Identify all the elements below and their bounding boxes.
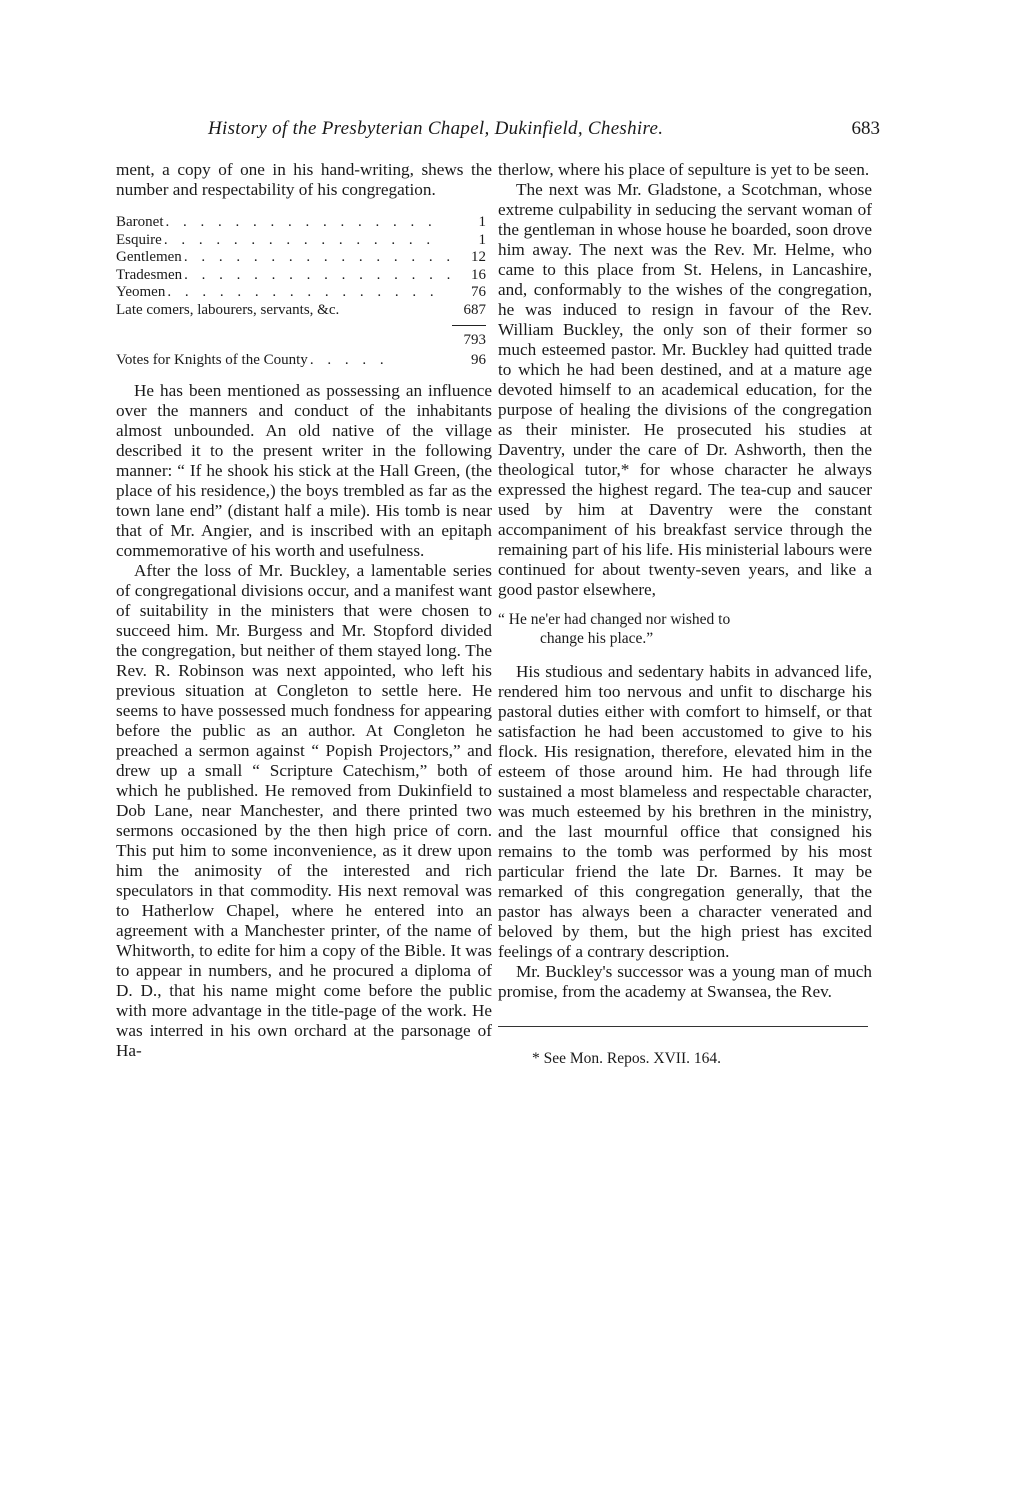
body-paragraph: He has been mentioned as possessing an influence over the manners and conduct of the inhabitants almost unbounded. An old native of the village described it to the present writer in the following manner: “ If he shook his stick at the Hall Green, (the place of his residence,) the boys trembled as far as the town lane end” (distant half a mile). His tomb is near that of Mr. Angier, and is inscribed with an epitaph commemorative of his worth and usefulness. (116, 381, 492, 560)
body-paragraph: Mr. Buckley's successor was a young man of much promise, from the academy at Swansea, the Rev. (498, 962, 872, 1001)
table-row-label: Baronet (116, 214, 164, 230)
footnote: * See Mon. Repos. XVII. 164. (532, 1050, 721, 1067)
table-row-label: Late comers, labourers, servants, &c. (116, 301, 340, 318)
body-paragraph: After the loss of Mr. Buckley, a lamentable series of congregational divisions occur, and a manifest want of suitability in the ministers that were chosen to succeed him. Mr. Burgess and Mr. Stopford divided the congregation, but neither of them stayed long. The Rev. R. Robinson was next appointed, who left his previous situation at Congleton to settle here. He seems to have possessed much fondness for appearing before the public as an author. At Congleton he preached a sermon against “ Popish Projectors,” and drew up a small “ Scripture Catechism,” both of which he published. He removed from Dukinfield to Dob Lane, near Manchester, and there printed two sermons occasioned by the then high price of corn. This put him to some inconvenience, as it drew upon him the animosity of the interested and rich speculators in that commodity. His next removal was to Hatherlow Chapel, where he entered into an agreement with a Manchester printer, of the name of Whitworth, to edite for him a copy of the Bible. It was to appear in numbers, and he procured a diploma of D. D., that his name might come before the public with more advantage in the title-page of the work. He was interred in his own orchard at the parsonage of Ha- (116, 561, 492, 1060)
table-row-label: Yeomen (116, 284, 166, 300)
body-paragraph: therlow, where his place of sepulture is yet to be seen. (498, 160, 870, 179)
leader-dots: . . . . . . . . . . . . . . . . (184, 266, 456, 283)
congregation-table (116, 214, 486, 369)
table-row-value: 76 (471, 284, 486, 300)
table-row-value: 687 (463, 301, 486, 318)
table-row-value: 1 (478, 214, 486, 230)
table-row-value: 16 (471, 266, 486, 283)
table-row-label: Gentlemen (116, 249, 182, 265)
running-title: History of the Presbyterian Chapel, Dukinfield, Cheshire. (208, 118, 664, 139)
table-row-label: Tradesmen (116, 266, 183, 283)
table-row (116, 249, 486, 267)
table-row (116, 284, 486, 302)
leader-dots: . . . . . . . . . . . . . . . . (183, 249, 456, 265)
leader-dots: . . . . . . . . . . . . . . . . (163, 231, 436, 248)
leader-dots: . . . . . (309, 351, 389, 368)
table-row-value: 12 (471, 249, 486, 265)
running-head (208, 118, 880, 144)
votes-value: 96 (471, 351, 486, 368)
leader-dots: . . . . . . . . . . . . . . . . (165, 214, 437, 230)
verse-quote (498, 610, 872, 648)
intro-paragraph: ment, a copy of one in his hand-writing, shews the number and respectability of his congregation. (116, 160, 492, 199)
body-paragraph: The next was Mr. Gladstone, a Scotchman, whose extreme culpability in seducing the servant woman of the gentleman in whose house he boarded, soon drove him away. The next was the Rev. Mr. Helme, who came to this place from St. Helens, in Lancashire, and, conformably to the wishes of the congregation, he was induced to resign in favour of the Rev. William Buckley, the only son of their former so much esteemed pastor. Mr. Buckley had quitted trade to which he had been destined, and at a mature age devoted himself to an academical education, for the purpose of healing the divisions of the congregation as their minister. He prosecuted his studies at Daventry, under the care of Dr. Ashworth, then the theological tutor,* for whose character he always expressed the highest regard. The tea-cup and saucer used by him at Daventry were the constant accompaniment of his breakfast service through the remaining part of his life. His ministerial labours were continued for about twenty-seven years, and like a good pastor elsewhere, (498, 180, 872, 599)
page-number: 683 (851, 118, 880, 139)
table-row (116, 232, 486, 250)
table-row (116, 267, 486, 285)
sum-rule (452, 325, 486, 326)
votes-label: Votes for Knights of the County (116, 351, 308, 368)
quote-line: change his place.” (540, 630, 654, 647)
body-paragraph: His studious and sedentary habits in advanced life, rendered him too nervous and unfit to discharge his pastoral duties either with comfort to himself, or that satisfaction he had been accustomed to give to his flock. His resignation, therefore, elevated him in the esteem of those around him. He had through life sustained a most blameless and respectable character, was much esteemed by his brethren in the ministry, and the last mournful office that consigned his remains to the tomb was performed by his most particular friend the late Dr. Barnes. It may be remarked of this congregation generally, that the pastor has always been a character venerated and beloved by them, but the high priest has excited feelings of a contrary description. (498, 662, 872, 961)
table-total: 793 (463, 332, 486, 348)
table-row (116, 302, 486, 320)
right-column (498, 160, 872, 1069)
table-row (116, 214, 486, 232)
quote-line: “ He ne'er had changed nor wished to (498, 611, 731, 628)
table-row-value: 1 (478, 231, 486, 248)
footnote-rule (498, 1026, 868, 1027)
table-row-label: Esquire (116, 231, 162, 248)
leader-dots: . . . . . . . . . . . . . . . . (167, 284, 439, 300)
votes-row (116, 352, 486, 370)
left-column (116, 160, 492, 1061)
